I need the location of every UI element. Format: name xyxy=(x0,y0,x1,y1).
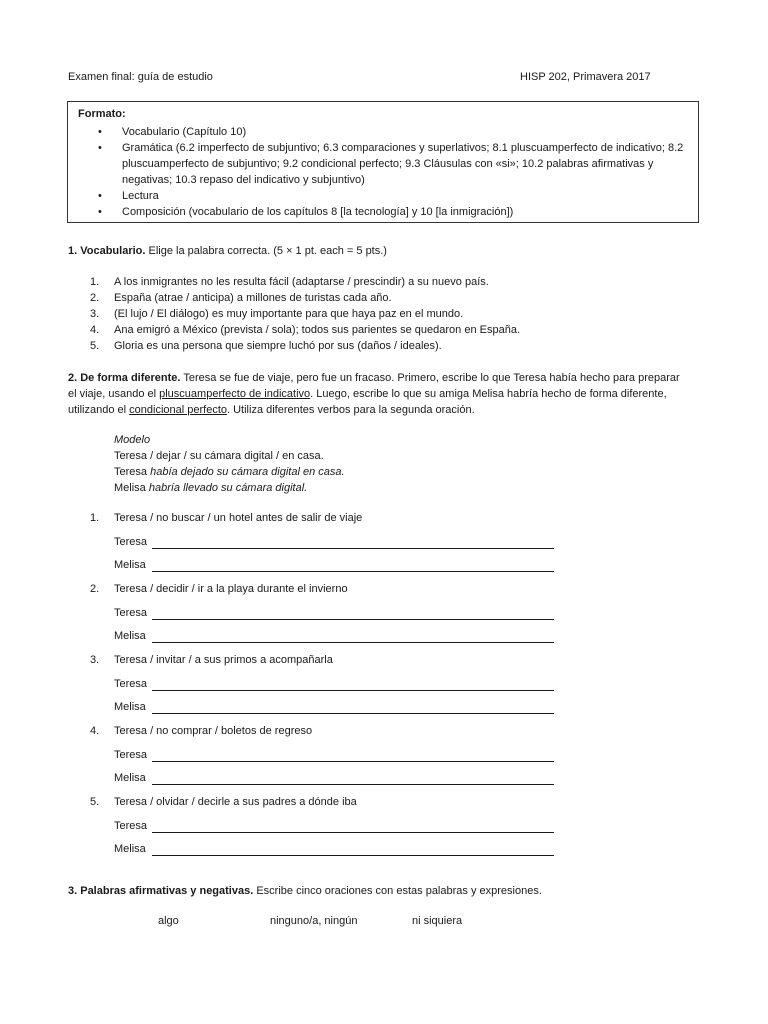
answer-line-melisa[interactable]: Melisa xyxy=(114,630,554,646)
list-item: 3. (El lujo / El diálogo) es muy importante para que haya paz en el mundo. xyxy=(90,308,464,320)
bullet-icon: • xyxy=(98,190,102,202)
model-answer-melisa: Melisa habría llevado su cámara digital. xyxy=(114,482,308,494)
blank-rule xyxy=(152,642,554,643)
answer-line-teresa[interactable]: Teresa xyxy=(114,749,554,765)
word-item: ninguno/a, ningún xyxy=(270,915,358,927)
blank-rule xyxy=(152,784,554,785)
section-1-heading: 1. Vocabulario. Elige la palabra correcta. (5 × 1 pt. each = 5 pts.) xyxy=(68,245,387,257)
list-item: • Composición (vocabulario de los capítulos 8 [la tecnología] y 10 [la inmigración]) xyxy=(98,206,514,218)
bullet-icon: • xyxy=(98,206,102,218)
section-3-heading: 3. Palabras afirmativas y negativas. Escribe cinco oraciones con estas palabras y expresiones. xyxy=(68,885,542,897)
blank-rule xyxy=(152,761,554,762)
model-prompt: Teresa / dejar / su cámara digital / en casa. xyxy=(114,450,324,462)
blank-rule xyxy=(152,548,554,549)
list-item: 1. A los inmigrantes no les resulta fácil (adaptarse / prescindir) a su nuevo país. xyxy=(90,276,489,288)
word-item: algo xyxy=(158,915,179,927)
answer-line-teresa[interactable]: Teresa xyxy=(114,536,554,552)
list-item: • Vocabulario (Capítulo 10) xyxy=(98,126,247,138)
answer-line-teresa[interactable]: Teresa xyxy=(114,678,554,694)
format-box xyxy=(67,101,699,223)
course-info: HISP 202, Primavera 2017 xyxy=(520,71,651,83)
answer-line-melisa[interactable]: Melisa xyxy=(114,772,554,788)
word-item: ni siquiera xyxy=(412,915,463,927)
answer-line-teresa[interactable]: Teresa xyxy=(114,820,554,836)
answer-line-melisa[interactable]: Melisa xyxy=(114,843,554,859)
model-example xyxy=(114,432,345,496)
list-item: 4. Ana emigró a México (prevista / sola); todos sus parientes se quedaron en España. xyxy=(90,324,521,336)
model-answer-teresa: Teresa había dejado su cámara digital en casa. xyxy=(114,466,345,478)
list-item: • Lectura xyxy=(98,190,159,202)
bullet-icon: • xyxy=(98,142,102,154)
format-list xyxy=(94,124,684,220)
blank-rule xyxy=(152,571,554,572)
blank-rule xyxy=(152,855,554,856)
answer-line-teresa[interactable]: Teresa xyxy=(114,607,554,623)
blank-rule xyxy=(152,832,554,833)
vocabulary-list xyxy=(90,274,650,354)
blank-rule xyxy=(152,690,554,691)
answer-line-melisa[interactable]: Melisa xyxy=(114,559,554,575)
bullet-icon: • xyxy=(98,126,102,138)
answer-line-melisa[interactable]: Melisa xyxy=(114,701,554,717)
list-item: • Gramática (6.2 imperfecto de subjuntivo; 6.3 comparaciones y superlativos; 8.1 pluscuamperfecto de indicativo; 8.2 pluscuamperfecto de subjuntivo; 9.2 condicional perfecto; 9.3 Cláusulas con «si»; 10.2 palabras afirmativas y negativas; 10.3 repaso del indicativo y subjuntivo) xyxy=(98,142,684,186)
study-guide-page: Examen final: guía de estudio HISP 202, Primavera 2017 Formato: • Vocabulario (Capítulo 10) • Gramática (6.2 imperfecto de subjuntivo; 6.3 comparaciones y superlativos; 8.1 pluscuamperfecto de indicativo; 8.2 pluscuamperfecto de subjuntivo; 9.2 condicional perfecto; 9.3 Cláusulas con «si»; 10.2 palabras afirmativas y negativas; 10.3 repaso del indicativo y subjuntivo) • Lectura • Composición (vocabulario de los capítulos 8 [la tecnología] y 10 [la inmigración]) 1. Vocabulario. Elige la palabra correcta. (5 × 1 pt. each = 5 pts.) 1. A los inmigrantes no les resulta fácil (adaptarse / prescindir) a su nuevo país. 2. España (atrae / anticipa) a millones de turistas cada año. 3. (El lujo / El diálogo) es muy importante para que haya paz en el mundo. 4. Ana emigró a México (prevista / sola); todos sus parientes se quedaron en España. 5. Gloria es una persona que siempre luchó por sus (daños / ideales). 2. De forma diferente. Teresa se fue de viaje, pero fue un fracaso. Primero, escribe lo que Teresa había hecho para preparar el viaje, usando el pluscuamperfecto de indicativo. Luego, escribe lo que su amiga Melisa habría hecho de forma diferente, utilizando el condicional perfecto. Utiliza diferentes verbos para la segunda oración. Modelo Teresa / dejar / su cámara digital / en casa. Teresa había dejado su cámara digital en casa. Melisa habría llevado su cámara digital. 1. Teresa / no buscar / un hotel antes de salir de viaje Teresa Melisa 2. Teresa / decidir / ir a la playa durante el invierno Teresa Melisa 3. Teresa / invitar / a sus primos a acompañarla Teresa Melisa 4. Teresa / no comprar / boletos de regreso Teresa Melisa 5. Teresa / olvidar / decirle a sus padres a dónde iba Teresa Melisa 3. Palabras afirmativas y negativas. Escribe cinco oraciones con estas palabras y expresiones. algo ninguno/a, ningún ni siquiera xyxy=(0,0,768,1024)
list-item: 2. España (atrae / anticipa) a millones de turistas cada año. xyxy=(90,292,392,304)
format-title: Formato: xyxy=(78,108,126,120)
blank-rule xyxy=(152,619,554,620)
section-2-heading: 2. De forma diferente. Teresa se fue de viaje, pero fue un fracaso. Primero, escribe lo que Teresa había hecho para preparar el viaje, usando el pluscuamperfecto de indicativo. Luego, escribe lo que su amiga Melisa habría hecho de forma diferente, utilizando el condicional perfecto. Utiliza diferentes verbos para la segunda oración. xyxy=(68,372,680,416)
exam-title: Examen final: guía de estudio xyxy=(68,71,213,83)
list-item: 5. Gloria es una persona que siempre luchó por sus (daños / ideales). xyxy=(90,340,442,352)
blank-rule xyxy=(152,713,554,714)
model-label: Modelo xyxy=(114,434,151,446)
